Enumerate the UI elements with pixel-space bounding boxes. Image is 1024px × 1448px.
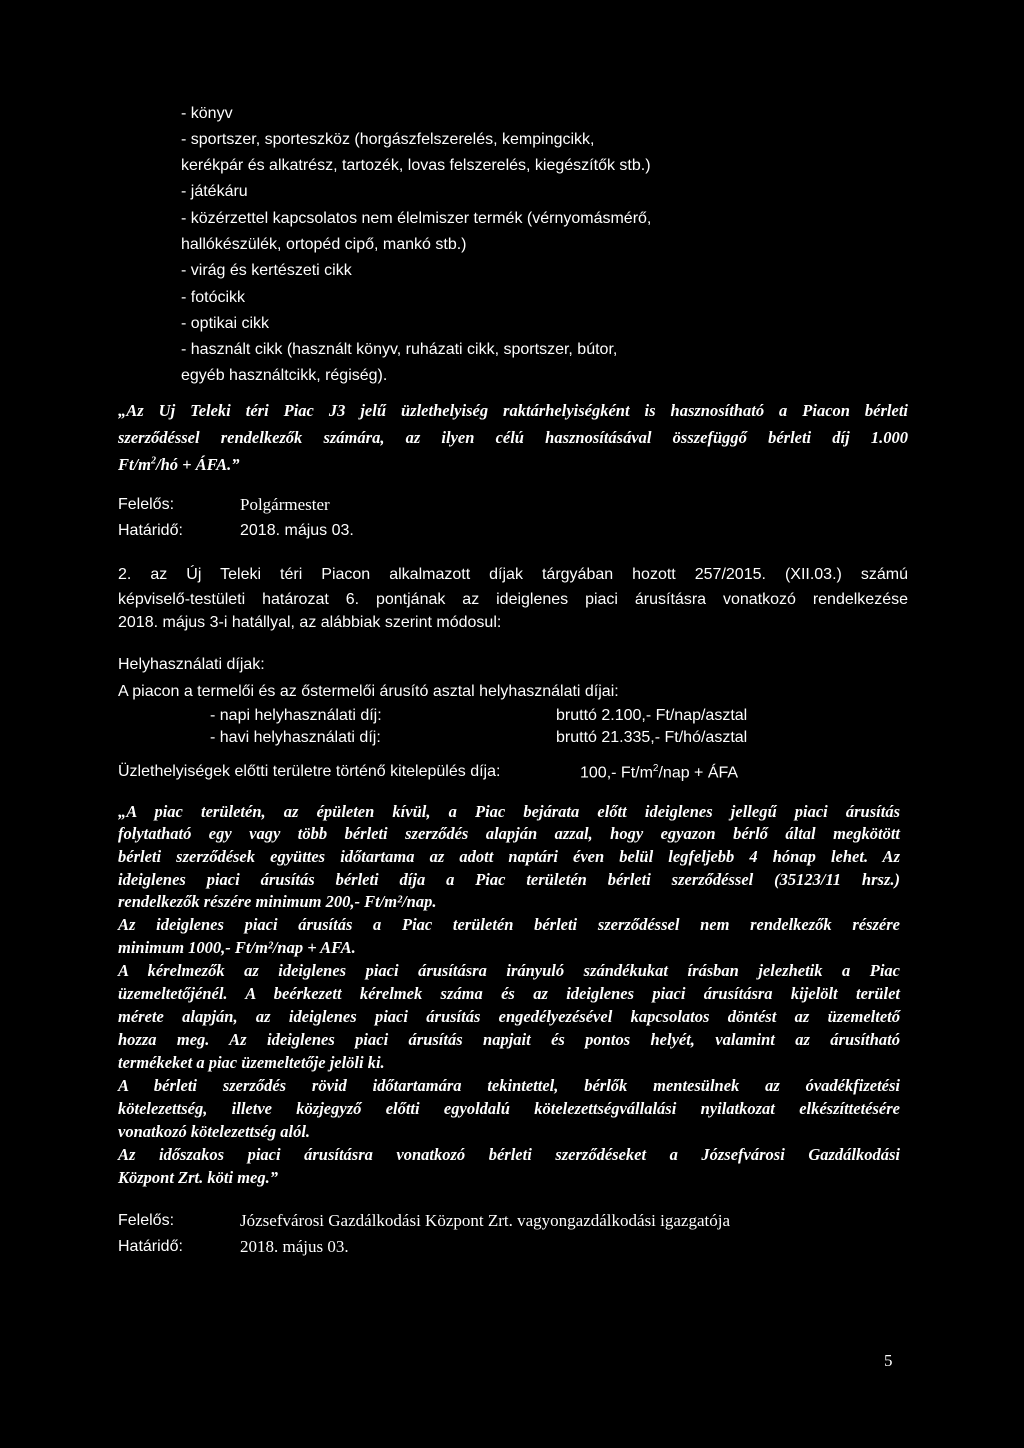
fee-row-label: - havi helyhasználati díj: [210, 729, 381, 746]
list-item: - virág és kertészeti cikk [181, 262, 352, 279]
quote-line: ideiglenes piaci árusítás bérleti díja a Piac területén bérleti szerződéssel (35123/11 hrsz.) [118, 870, 900, 889]
list-item: - sportszer, sporteszköz (horgászfelszerelés, kempingcikk, [181, 131, 595, 148]
quote-line: termékeket a piac üzemeltetője jelöli ki. [118, 1053, 385, 1072]
fees-heading: Helyhasználati díjak: [118, 656, 265, 673]
shop-fee-label: Üzlethelyiségek előtti területre történő kitelepülés díja: [118, 763, 501, 780]
shop-fee-value: 100,- $Ft/m^2$/nap + ÁFA [580, 763, 739, 782]
responsible-value: Józsefvárosi Gazdálkodási Központ Zrt. vagyongazdálkodási igazgatója [240, 1211, 731, 1230]
quote-line: „A piac területén, az épületen kívül, a Piac bejárata előtt ideiglenes jellegű piaci árusítás [118, 802, 900, 821]
fees-intro: A piacon a termelői és az őstermelői árusító asztal helyhasználati díjai: [118, 683, 619, 700]
quote-line: hozza meg. Az ideiglenes piaci árusítás napjait és pontos helyét, valamint az árusítható [118, 1030, 900, 1049]
quote-line: Központ Zrt. köti meg.” [118, 1168, 278, 1187]
fee-row-value: bruttó 21.335,- Ft/hó/asztal [556, 729, 748, 746]
list-item: - optikai cikk [181, 315, 270, 332]
quote-line: folytatható egy vagy több bérleti szerződés alapján azzal, hogy egyazon bérlő által megkötött [118, 824, 900, 843]
list-item: - könyv [181, 105, 233, 122]
deadline-value: 2018. május 03. [240, 522, 354, 539]
list-item: - használt cikk (használt könyv, ruházati cikk, sportszer, bútor, [181, 341, 618, 358]
quote-line: kötelezettség, illetve közjegyző előtti egyoldalú kötelezettségvállalási nyilatkozat elkészíttetésére [118, 1099, 900, 1118]
quote-line: üzemeltetőjénél. A beérkezett kérelmek száma és az ideiglenes piaci árusításra kijelölt terület [118, 984, 900, 1003]
deadline-label: Határidő: [118, 522, 183, 539]
list-item: hallókészülék, ortopéd cipő, mankó stb.) [181, 236, 467, 253]
quote-line: bérleti szerződések együttes időtartama az adott naptári éven belül legfeljebb 4 hónap lehet. Az [118, 847, 900, 866]
responsible-label: Felelős: [118, 496, 175, 513]
quote-line: vonatkozó kötelezettség alól. [118, 1122, 311, 1141]
responsible-label: Felelős: [118, 1212, 175, 1229]
quote-line: A kérelmezők az ideiglenes piaci árusításra irányuló szándékukat írásban jelezhetik a Piac [118, 961, 900, 980]
point-line: 2018. május 3-i hatállyal, az alábbiak szerint módosul: [118, 614, 502, 631]
list-item: kerékpár és alkatrész, tartozék, lovas felszerelés, kiegészítők stb.) [181, 157, 651, 174]
point-line: 2. az Új Teleki téri Piacon alkalmazott díjak tárgyában hozott 257/2015. (XII.03.) számú [118, 566, 908, 583]
quote-line: minimum 1000,- Ft/m²/nap + AFA. [118, 938, 356, 957]
quote-line: rendelkezők részére minimum 200,- Ft/m²/nap. [118, 892, 437, 911]
list-item: - közérzettel kapcsolatos nem élelmiszer termék (vérnyomásmérő, [181, 210, 652, 227]
quote-line: szerződéssel rendelkezők számára, az ilyen célú hasznosításával összefüggő bérleti díj 1.000 [118, 428, 908, 447]
quote-line: mérete alapján, az ideiglenes piaci árusítás engedélyezésével kapcsolatos döntést az üzemeltető [118, 1007, 900, 1026]
list-item: - fotócikk [181, 289, 246, 306]
fee-row-label: - napi helyhasználati díj: [210, 707, 382, 724]
deadline-label: Határidő: [118, 1238, 183, 1255]
point-line: képviselő-testületi határozat 6. pontjának az ideiglenes piaci árusításra vonatkozó rendelkezése [118, 591, 908, 608]
quote-line: Az időszakos piaci árusításra vonatkozó bérleti szerződéseket a Józsefvárosi Gazdálkodási [118, 1145, 900, 1164]
fee-row-value: bruttó 2.100,- Ft/nap/asztal [556, 707, 748, 724]
list-item: egyéb használtcikk, régiség). [181, 367, 388, 384]
responsible-value: Polgármester [240, 495, 330, 514]
quote-line: Az ideiglenes piaci árusítás a Piac területén bérleti szerződéssel nem rendelkezők részére [118, 915, 900, 934]
quote-line: „Az Uj Teleki téri Piac J3 jelű üzlethelyiség raktárhelyiségként is hasznosítható a Piacon bérleti [118, 401, 908, 420]
quote-line: $Ft/m^2/hó$ + ÁFA.” [118, 455, 240, 474]
quote-line: A bérleti szerződés rövid időtartamára tekintettel, bérlők mentesülnek az óvadékfizetési [118, 1076, 900, 1095]
deadline-value: 2018. május 03. [240, 1237, 349, 1256]
list-item: - játékáru [181, 183, 248, 200]
page-number: 5 [884, 1351, 893, 1370]
